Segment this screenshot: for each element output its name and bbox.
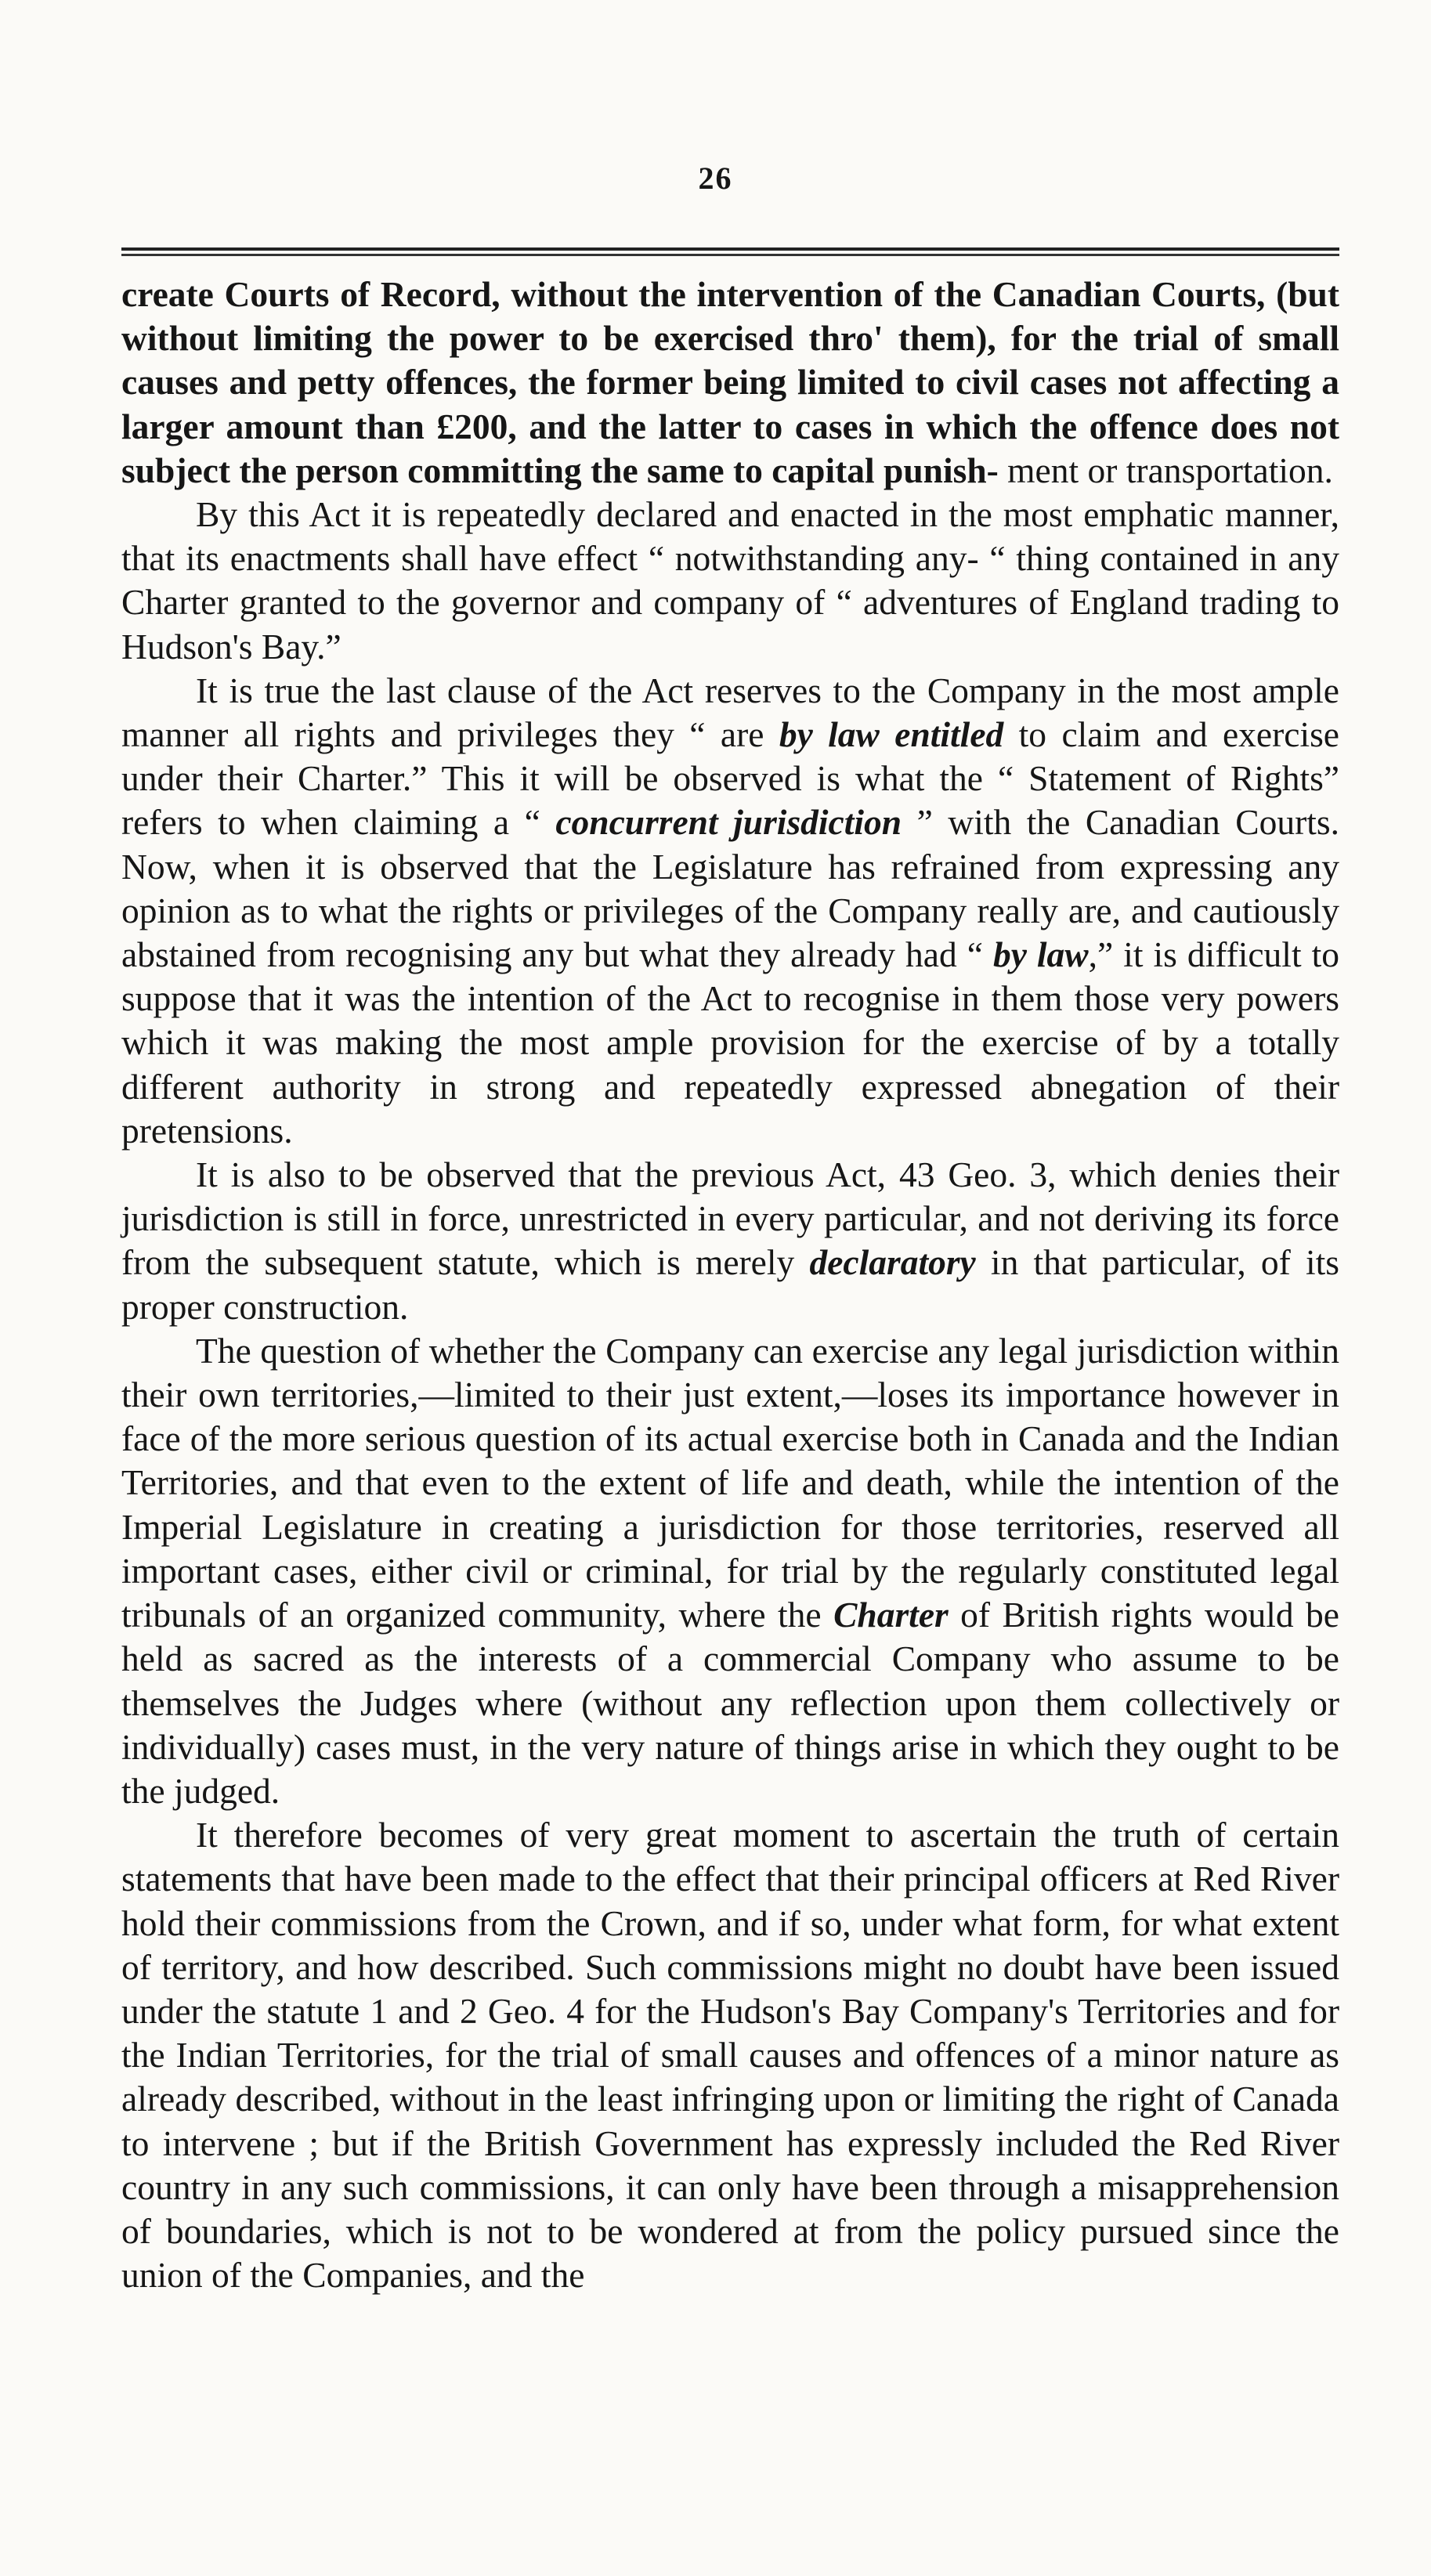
paragraph-3-text-b: to claim and exercise under their Charter.” This it will be observed is what the “ Statement of Rights” refers to when claiming a “ (121, 714, 1339, 843)
paragraph-5-text-b: of British rights would be held as sacred as the interests of a commercial Company who assume to be themselves the Judges where (without any reflection upon them collectively or individually) cases must, in the very nature of things arise in which they ought to be the judged. (121, 1595, 1339, 1811)
paragraph-3-italic-3: by law (992, 934, 1089, 975)
page-number: 26 (698, 161, 733, 196)
header-rule-top (121, 247, 1339, 251)
paragraph-2: By this Act it is repeatedly declared and enacted in the most emphatic manner, that its enactments shall have effect “ notwithstanding any- “ thing contained in any Charter granted to the governor and company of “ adventures of England trading to Hudson's Bay.” (121, 494, 1339, 667)
paragraph-1-text: ment or transportation. (1007, 450, 1333, 490)
paragraph-6: It therefore becomes of very great moment to ascertain the truth of certain statements that have been made to the effect that their principal officers at Red River hold their commissions from the Crown, and if so, under what form, for what extent of territory, and how described. Such commissions might no doubt have been issued under the statute 1 and 2 Geo. 4 for the Hudson's Bay Company's Territories and for the Indian Territories, for the trial of small causes and offences of a minor nature as already described, without in the least infringing upon or limiting the right of Canada to intervene ; but if the British Government has expressly included the Red River country in any such commissions, it can only have been through a misapprehension of boundaries, which is not to be wondered at from the policy pursued since the union of the Companies, and the (121, 1815, 1339, 2296)
paragraph-5-text-a: The question of whether the Company can exercise any legal jurisdiction within their own territories,—limited to their just extent,—loses its importance however in face of the more serious question of its actual exercise both in Canada and the Indian Territories, and that even to the extent of life and death, while the intention of the Imperial Legislature in creating a jurisdiction for those territories, reserved all important cases, either civil or criminal, for trial by the regularly constituted legal tribunals of an organized community, where the (121, 1330, 1339, 1635)
paragraph-3-italic-1: by law entitled (779, 714, 1004, 755)
header-double-rule (121, 247, 1339, 258)
paragraph-4-italic-1: declaratory (809, 1242, 976, 1283)
paragraph-3-text-a: It is true the last clause of the Act reserves to the Company in the most ample manner all rights and privileges they “ are (121, 670, 1339, 755)
paragraph-4 (121, 1153, 1339, 1329)
body-text (121, 273, 1339, 2297)
paragraph-1 (121, 273, 1339, 493)
paragraph-4-text-a: It is also to be observed that the previous Act, 43 Geo. 3, which denies their jurisdiction is still in force, unrestricted in every particular, and not deriving its force from the subsequent statute, which is merely (121, 1154, 1339, 1283)
paragraph-3-text-d: ,” it is difficult to suppose that it was the intention of the Act to recognise in them those very powers which it was making the most ample provision for the exercise of by a totally different authority in strong and repeatedly expressed abnegation of their pretensions. (121, 934, 1339, 1151)
paragraph-4-text-b: in that particular, of its proper construction. (121, 1242, 1339, 1327)
paragraph-5-italic-1: Charter (833, 1595, 949, 1635)
paragraph-5 (121, 1329, 1339, 1813)
paragraph-3-italic-2: concurrent jurisdiction (555, 802, 902, 843)
paragraph-1-bold-text: create Courts of Record, without the intervention of the Canadian Courts, (but without limiting the power to be exercised thro' them), for the trial of small causes and petty offences, the former being limited to civil cases not affecting a larger amount than £200, and the latter to cases in which the offence does not subject the person committing the same to capital punish- (121, 274, 1339, 490)
paragraph-3-text-c: ” with the Canadian Courts. Now, when it is observed that the Legislature has refrained from expressing any opinion as to what the rights or privileges of the Company really are, and cautiously abstained from recognising any but what they already had “ (121, 802, 1339, 975)
header-rule-bottom (121, 254, 1339, 256)
paragraph-3 (121, 669, 1339, 1153)
